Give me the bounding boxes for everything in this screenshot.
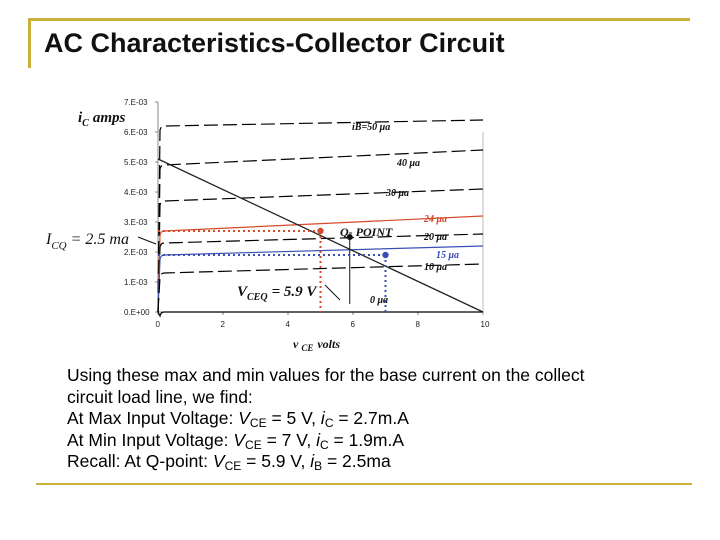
text: = 5.9 V, <box>241 451 311 471</box>
x-tick-label: 4 <box>285 320 290 329</box>
icq-value: = 2.5 ma <box>70 231 129 248</box>
text: At Max Input Voltage: <box>67 408 239 428</box>
series-label: 24 μa <box>424 214 448 225</box>
curve-series <box>158 312 483 316</box>
body-line-max-input <box>67 408 585 430</box>
svg-text:VCEQ= 5.9 V <box>237 284 318 303</box>
y-tick-label: 5.E-03 <box>124 158 148 167</box>
var: V <box>212 451 225 471</box>
slide-title: AC Characteristics-Collector Circuit <box>44 28 505 58</box>
x-axis-sub: CE <box>301 343 314 353</box>
var: V <box>233 429 246 450</box>
vceq-value: = 5.9 V <box>271 284 317 300</box>
series-label: 40 μa <box>397 158 421 169</box>
operating-point <box>317 228 323 234</box>
icq-sub: CQ <box>51 240 67 252</box>
text: = 7 V, <box>261 429 317 450</box>
y-axis-sub: C <box>82 118 89 129</box>
y-tick-label: 3.E-03 <box>124 218 148 227</box>
y-tick-label: 2.E-03 <box>124 248 148 257</box>
series-label: 10 μa <box>424 262 448 273</box>
text: = 1.9m.A <box>328 429 405 450</box>
body-line-min-input <box>67 430 585 452</box>
svg-text:ICQ= 2.5 ma <box>45 231 129 252</box>
sub: C <box>319 437 329 452</box>
sub: B <box>314 459 323 473</box>
body-text <box>67 365 585 473</box>
text: = 2.5ma <box>322 451 391 471</box>
y-tick-label: 7.E-03 <box>124 98 148 107</box>
sub: CE <box>245 437 262 452</box>
vceq-label: V <box>237 284 248 300</box>
x-axis-label: v <box>293 337 299 351</box>
text: Recall: At Q-point: <box>67 451 213 471</box>
var: i <box>320 408 325 428</box>
series-label: 30 μa <box>386 188 410 199</box>
icq-label: I <box>46 231 52 248</box>
x-tick-label: 8 <box>415 320 420 329</box>
series-label: 0 μa <box>370 295 389 306</box>
sub: C <box>324 416 334 430</box>
series-label: iB=50 μa <box>352 122 391 133</box>
text: = 2.7m.A <box>333 408 409 428</box>
sub: CE <box>249 416 267 430</box>
content-frame-bottom <box>36 483 692 485</box>
x-tick-label: 6 <box>350 320 355 329</box>
body-line-recall <box>67 451 585 473</box>
text: At Min Input Voltage: <box>67 429 234 450</box>
x-tick-label: 10 <box>480 320 490 329</box>
x-axis-unit: volts <box>317 337 341 351</box>
vceq-arrow <box>325 285 340 300</box>
operating-point <box>382 252 388 258</box>
x-tick-label: 0 <box>155 320 160 329</box>
text: = 5 V, <box>266 408 321 428</box>
svg-text:iCamps <box>78 110 126 129</box>
y-tick-label: 0.E+00 <box>124 308 150 317</box>
var: i <box>310 451 315 471</box>
icq-arrow <box>138 237 156 244</box>
y-tick-label: 6.E-03 <box>124 128 148 137</box>
series-label: 20 μa <box>424 232 448 243</box>
svg-text:vCEvolts <box>293 337 340 353</box>
body-line-1: Using these max and min values for the base current on the collect <box>67 365 585 385</box>
y-tick-label: 4.E-03 <box>124 188 148 197</box>
y-tick-label: 1.E-03 <box>124 278 148 287</box>
vceq-sub: CEQ <box>247 292 268 303</box>
y-axis-unit: amps <box>92 110 126 126</box>
series-label: 15 μa <box>436 250 460 261</box>
sub: CE <box>224 459 242 473</box>
var: i <box>316 429 320 450</box>
x-tick-label: 2 <box>220 320 225 329</box>
y-axis-label: i <box>78 110 83 126</box>
var: V <box>238 408 250 428</box>
body-line-2: circuit load line, we find: <box>67 386 253 407</box>
q-point-label: Q- POINT <box>340 225 393 239</box>
